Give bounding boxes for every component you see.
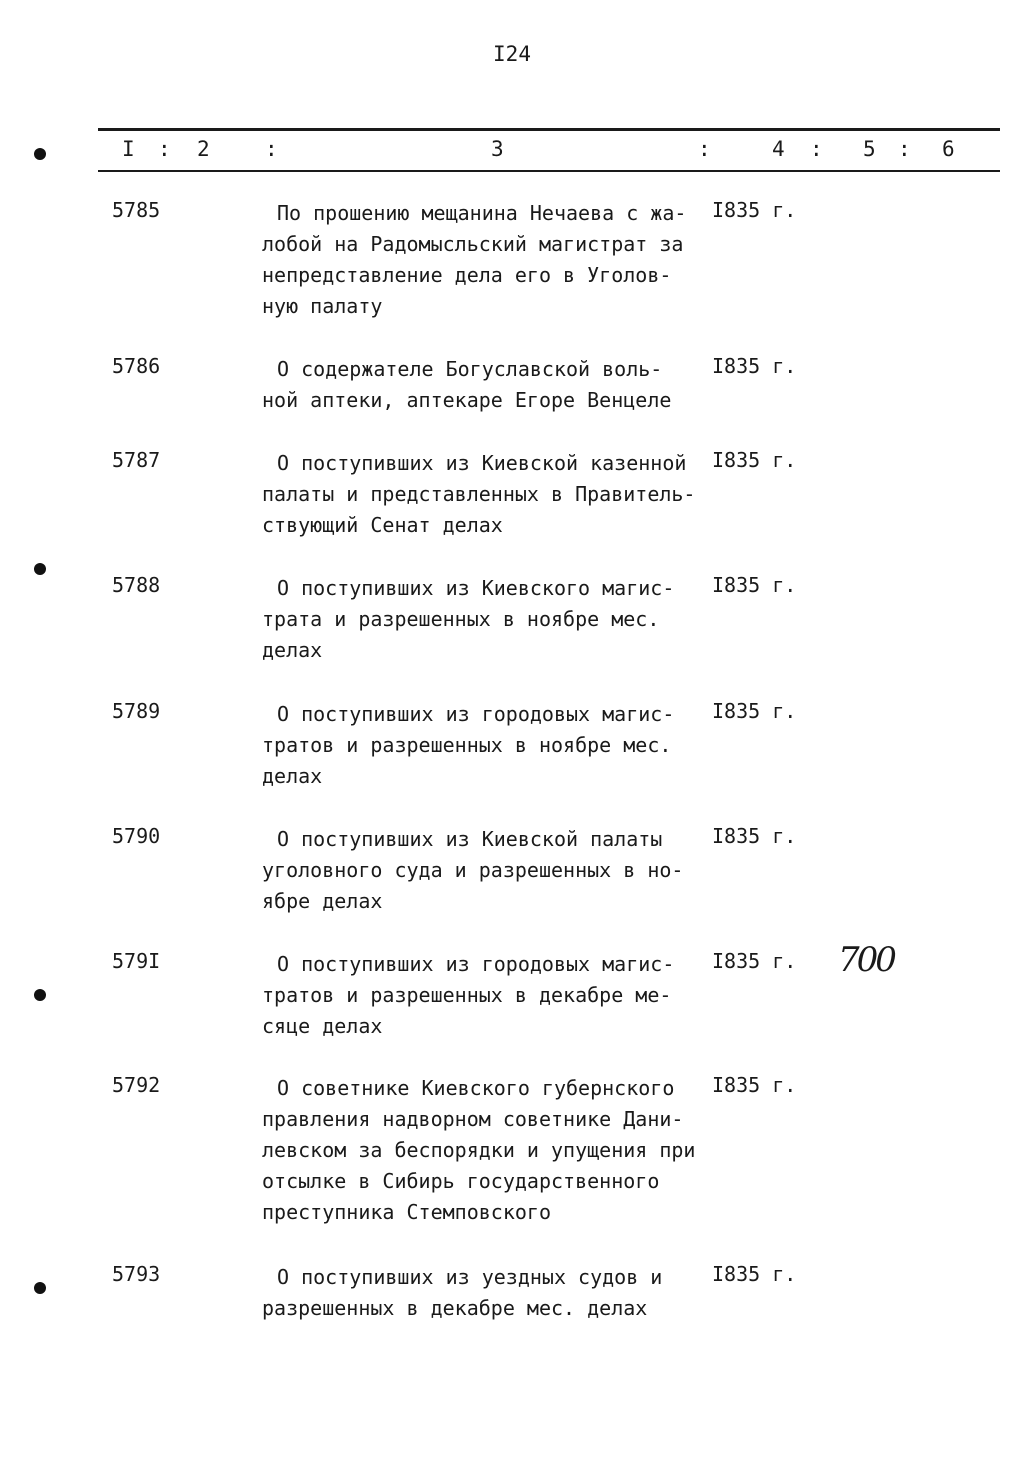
entry-description-line: преступника Стемповского — [262, 1200, 551, 1224]
entry-description — [262, 699, 732, 792]
entry-description — [262, 1073, 732, 1228]
entry-description — [262, 573, 732, 666]
entry-description-line: левском за беспорядки и упущения при — [262, 1138, 696, 1162]
column-header-4: 4 — [772, 137, 785, 161]
punch-hole-icon — [34, 989, 46, 1001]
entry-description — [262, 824, 732, 917]
header-top-rule — [98, 128, 1000, 131]
entry-description-line: О поступивших из Киевской казенной — [277, 451, 687, 475]
entry-year: I835 г. — [712, 448, 797, 472]
punch-hole-icon — [34, 148, 46, 160]
entry-description — [262, 1262, 732, 1324]
entry-year: I835 г. — [712, 949, 797, 973]
entry-year: I835 г. — [712, 1262, 797, 1286]
column-separator: : — [265, 137, 278, 161]
entry-year: I835 г. — [712, 573, 797, 597]
entry-description-line: О поступивших из городовых магис- — [277, 702, 675, 726]
entry-description-line: По прошению мещанина Нечаева с жа- — [277, 201, 687, 225]
entry-number: 5793 — [112, 1262, 161, 1286]
entry-description-line: О поступивших из городовых магис- — [277, 952, 675, 976]
column-header-6: 6 — [942, 137, 955, 161]
entry-description-line: делах — [262, 764, 323, 788]
column-header-3: 3 — [491, 137, 504, 161]
entry-number: 579I — [112, 949, 161, 973]
entry-description-line: тратов и разрешенных в ноябре мес. — [262, 733, 672, 757]
entry-description — [262, 949, 732, 1042]
entry-description-line: О поступивших из Киевского магис- — [277, 576, 675, 600]
entry-year: I835 г. — [712, 354, 797, 378]
punch-hole-icon — [34, 563, 46, 575]
entry-number: 5787 — [112, 448, 161, 472]
entry-year: I835 г. — [712, 198, 797, 222]
column-header-5: 5 — [863, 137, 876, 161]
entry-description-line: ствующий Сенат делах — [262, 513, 503, 537]
header-bottom-rule — [98, 170, 1000, 172]
handwritten-note: 700 — [838, 940, 894, 980]
column-separator: : — [698, 137, 711, 161]
entry-description-line: делах — [262, 638, 323, 662]
entry-description-line: О поступивших из Киевской палаты — [277, 827, 663, 851]
column-separator: : — [898, 137, 911, 161]
entry-number: 5789 — [112, 699, 161, 723]
entry-year: I835 г. — [712, 699, 797, 723]
entry-year: I835 г. — [712, 1073, 797, 1097]
entry-description-line: ябре делах — [262, 889, 383, 913]
entry-description — [262, 448, 732, 541]
column-header-2: 2 — [197, 137, 210, 161]
entry-description-line: палаты и представленных в Правитель- — [262, 482, 696, 506]
entry-number: 5788 — [112, 573, 161, 597]
column-separator: : — [810, 137, 823, 161]
punch-hole-icon — [34, 1282, 46, 1294]
entry-description-line: уголовного суда и разрешенных в но- — [262, 858, 684, 882]
entry-description-line: отсылке в Сибирь государственного — [262, 1169, 660, 1193]
entry-description-line: непредставление дела его в Уголов- — [262, 263, 672, 287]
entry-description-line: сяце делах — [262, 1014, 383, 1038]
entry-description — [262, 354, 732, 416]
entry-description-line: ную палату — [262, 294, 383, 318]
column-header-1: I — [122, 137, 135, 161]
entry-description-line: ной аптеки, аптекаре Егоре Венцеле — [262, 388, 672, 412]
entry-description-line: тратов и разрешенных в декабре ме- — [262, 983, 672, 1007]
column-separator: : — [158, 137, 171, 161]
entry-description-line: правления надворном советнике Дани- — [262, 1107, 684, 1131]
entry-description-line: лобой на Радомысльский магистрат за — [262, 232, 684, 256]
entry-description — [262, 198, 732, 322]
entry-number: 5786 — [112, 354, 161, 378]
entry-description-line: трата и разрешенных в ноябре мес. — [262, 607, 660, 631]
entry-number: 5792 — [112, 1073, 161, 1097]
entry-number: 5785 — [112, 198, 161, 222]
page-number: I24 — [493, 42, 531, 66]
entry-description-line: О советнике Киевского губернского — [277, 1076, 675, 1100]
entry-description-line: разрешенных в декабре мес. делах — [262, 1296, 648, 1320]
entry-description-line: О поступивших из уездных судов и — [277, 1265, 663, 1289]
entry-number: 5790 — [112, 824, 161, 848]
entry-year: I835 г. — [712, 824, 797, 848]
entry-description-line: О содержателе Богуславской воль- — [277, 357, 663, 381]
